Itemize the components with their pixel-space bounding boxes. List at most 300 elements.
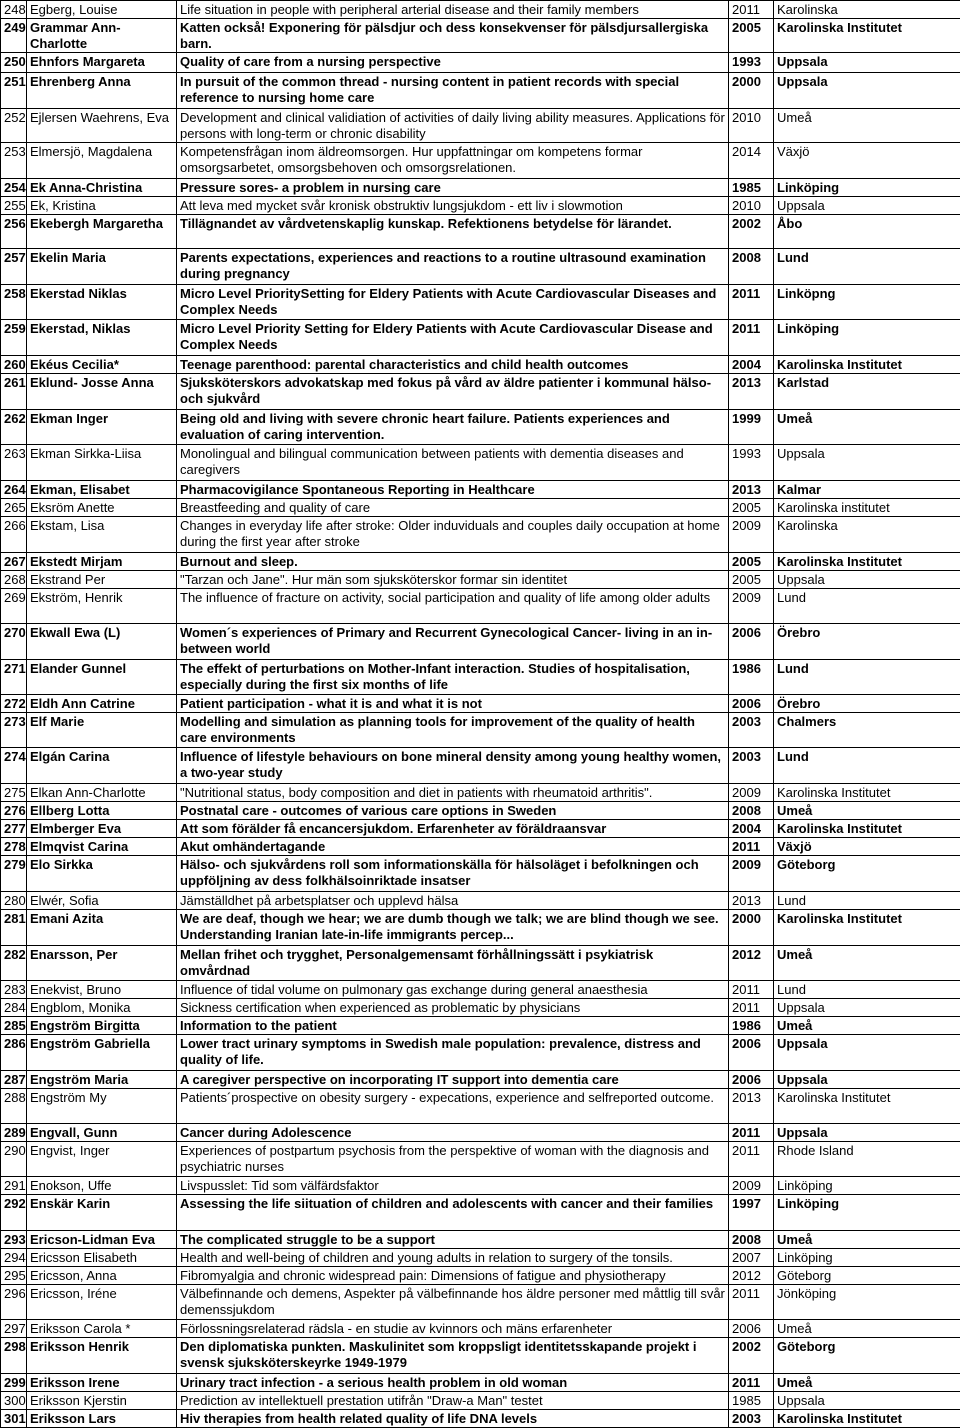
cell-title: Urinary tract infection - a serious health problem in old woman	[177, 1374, 729, 1392]
cell-university: Växjö	[774, 143, 960, 179]
cell-year: 2005	[729, 571, 774, 589]
cell-title: Pharmacovigilance Spontaneous Reporting in Healthcare	[177, 481, 729, 499]
table-row	[1, 1035, 960, 1071]
cell-number: 269	[1, 589, 27, 624]
cell-year: 2008	[729, 1231, 774, 1249]
cell-year: 2012	[729, 946, 774, 981]
cell-title: Influence of lifestyle behaviours on bone mineral density among young healthy women, a two-year study	[177, 748, 729, 784]
cell-university: Örebro	[774, 695, 960, 713]
table-row	[1, 499, 960, 517]
cell-year: 2006	[729, 1320, 774, 1338]
cell-author: Ekstrand Per	[27, 571, 177, 589]
cell-university: Karlstad	[774, 374, 960, 410]
cell-university: Uppsala	[774, 1071, 960, 1089]
cell-university: Uppsala	[774, 445, 960, 481]
cell-author: Ekéus Cecilia*	[27, 356, 177, 374]
cell-year: 2011	[729, 1285, 774, 1320]
table-row	[1, 589, 960, 624]
cell-year: 2003	[729, 748, 774, 784]
table-row	[1, 1392, 960, 1410]
cell-number: 258	[1, 285, 27, 320]
cell-title: Parents expectations, experiences and reactions to a routine ultrasound examination during pregnancy	[177, 249, 729, 285]
cell-year: 2011	[729, 1, 774, 19]
cell-university: Karolinska Institutet	[774, 820, 960, 838]
table-row	[1, 19, 960, 53]
table-row	[1, 1195, 960, 1231]
cell-university: Rhode Island	[774, 1142, 960, 1177]
cell-number: 298	[1, 1338, 27, 1374]
cell-university: Göteborg	[774, 1338, 960, 1374]
cell-number: 287	[1, 1071, 27, 1089]
cell-author: Ericsson, Anna	[27, 1267, 177, 1285]
cell-year: 2006	[729, 1071, 774, 1089]
cell-year: 2011	[729, 320, 774, 356]
table-body	[1, 1, 960, 1428]
cell-author: Ekebergh Margaretha	[27, 215, 177, 249]
table-row	[1, 481, 960, 499]
cell-title: We are deaf, though we hear; we are dumb though we talk; we are blind though we see. Understanding Iranian late-in-life immigrants percep...	[177, 910, 729, 946]
table-row	[1, 1285, 960, 1320]
cell-year: 2009	[729, 856, 774, 892]
cell-title: Hiv therapies from health related quality of life DNA levels	[177, 1410, 729, 1428]
cell-university: Karolinska Institutet	[774, 553, 960, 571]
cell-university: Jönköping	[774, 1285, 960, 1320]
cell-university: Åbo	[774, 215, 960, 249]
cell-author: Engblom, Monika	[27, 999, 177, 1017]
table-row	[1, 784, 960, 802]
table-row	[1, 999, 960, 1017]
cell-number: 272	[1, 695, 27, 713]
table-row	[1, 695, 960, 713]
cell-number: 276	[1, 802, 27, 820]
table-row	[1, 249, 960, 285]
cell-title: Att leva med mycket svår kronisk obstruktiv lungsjukdom - ett liv i slowmotion	[177, 197, 729, 215]
table-row	[1, 1320, 960, 1338]
cell-title: Patients´prospective on obesity surgery - expecations, experience and selfreported outcome.	[177, 1089, 729, 1124]
cell-author: Eksröm Anette	[27, 499, 177, 517]
table-row	[1, 713, 960, 748]
cell-author: Ehrenberg Anna	[27, 73, 177, 109]
cell-number: 280	[1, 892, 27, 910]
cell-title: Burnout and sleep.	[177, 553, 729, 571]
cell-year: 2013	[729, 374, 774, 410]
table-row	[1, 53, 960, 73]
cell-year: 1985	[729, 179, 774, 197]
cell-university: Karolinska	[774, 1, 960, 19]
cell-author: Eriksson Kjerstin	[27, 1392, 177, 1410]
cell-title: Life situation in people with peripheral arterial disease and their family members	[177, 1, 729, 19]
cell-university: Uppsala	[774, 73, 960, 109]
cell-number: 291	[1, 1177, 27, 1195]
cell-university: Lund	[774, 589, 960, 624]
cell-number: 279	[1, 856, 27, 892]
cell-number: 290	[1, 1142, 27, 1177]
table-row	[1, 517, 960, 553]
table-row	[1, 838, 960, 856]
cell-number: 266	[1, 517, 27, 553]
cell-title: Health and well-being of children and young adults in relation to surgery of the tonsils.	[177, 1249, 729, 1267]
cell-number: 263	[1, 445, 27, 481]
cell-year: 2006	[729, 1035, 774, 1071]
cell-year: 2011	[729, 838, 774, 856]
table-row	[1, 553, 960, 571]
cell-author: Ericsson, Iréne	[27, 1285, 177, 1320]
cell-year: 2005	[729, 499, 774, 517]
cell-university: Uppsala	[774, 1035, 960, 1071]
cell-number: 257	[1, 249, 27, 285]
cell-university: Lund	[774, 981, 960, 999]
cell-title: Modelling and simulation as planning tools for improvement of the quality of health care environments	[177, 713, 729, 748]
table-row	[1, 73, 960, 109]
cell-number: 289	[1, 1124, 27, 1142]
table-row	[1, 1267, 960, 1285]
cell-number: 274	[1, 748, 27, 784]
cell-university: Karolinska Institutet	[774, 1089, 960, 1124]
cell-year: 2000	[729, 73, 774, 109]
cell-author: Ekman Sirkka-Liisa	[27, 445, 177, 481]
cell-author: Eriksson Henrik	[27, 1338, 177, 1374]
cell-number: 267	[1, 553, 27, 571]
table-row	[1, 1249, 960, 1267]
table-row	[1, 1142, 960, 1177]
table-row	[1, 320, 960, 356]
cell-university: Lund	[774, 892, 960, 910]
cell-author: Ekman Inger	[27, 410, 177, 445]
table-row	[1, 1177, 960, 1195]
cell-university: Karolinska institutet	[774, 499, 960, 517]
cell-year: 2009	[729, 589, 774, 624]
cell-year: 2012	[729, 1267, 774, 1285]
table-row	[1, 445, 960, 481]
table-row	[1, 374, 960, 410]
cell-title: Breastfeeding and quality of care	[177, 499, 729, 517]
cell-author: Grammar Ann-Charlotte	[27, 19, 177, 53]
cell-university: Karolinska	[774, 517, 960, 553]
cell-number: 260	[1, 356, 27, 374]
cell-author: Elander Gunnel	[27, 660, 177, 695]
cell-author: Elmersjö, Magdalena	[27, 143, 177, 179]
cell-number: 250	[1, 53, 27, 73]
cell-number: 252	[1, 109, 27, 143]
table-row	[1, 1374, 960, 1392]
table-row	[1, 197, 960, 215]
cell-university: Lund	[774, 748, 960, 784]
table-row	[1, 981, 960, 999]
cell-year: 2004	[729, 356, 774, 374]
cell-title: Kompetensfrågan inom äldreomsorgen. Hur uppfattningar om kompetens formar omsorgsarbetet, omsorgsbehoven och omsorgsrelationen.	[177, 143, 729, 179]
cell-year: 2006	[729, 695, 774, 713]
cell-number: 288	[1, 1089, 27, 1124]
cell-author: Ekström, Henrik	[27, 589, 177, 624]
cell-author: Engström Birgitta	[27, 1017, 177, 1035]
cell-title: The influence of fracture on activity, social participation and quality of life among older adults	[177, 589, 729, 624]
cell-number: 254	[1, 179, 27, 197]
cell-number: 281	[1, 910, 27, 946]
cell-year: 2011	[729, 1142, 774, 1177]
cell-author: Eklund- Josse Anna	[27, 374, 177, 410]
cell-university: Linköping	[774, 1195, 960, 1231]
table-row	[1, 660, 960, 695]
cell-university: Karolinska Institutet	[774, 910, 960, 946]
cell-year: 2009	[729, 784, 774, 802]
cell-author: Ehnfors Margareta	[27, 53, 177, 73]
cell-year: 2008	[729, 249, 774, 285]
cell-title: Patient participation - what it is and what it is not	[177, 695, 729, 713]
cell-university: Örebro	[774, 624, 960, 660]
cell-number: 297	[1, 1320, 27, 1338]
cell-university: Umeå	[774, 1231, 960, 1249]
cell-university: Uppsala	[774, 1392, 960, 1410]
cell-year: 1986	[729, 660, 774, 695]
cell-university: Umeå	[774, 1320, 960, 1338]
cell-title: Prediction av intellektuell prestation utifrån "Draw-a Man" testet	[177, 1392, 729, 1410]
cell-year: 2011	[729, 1374, 774, 1392]
cell-title: In pursuit of the common thread - nursing content in patient records with special reference to nursing home care	[177, 73, 729, 109]
cell-number: 283	[1, 981, 27, 999]
cell-university: Uppsala	[774, 197, 960, 215]
cell-university: Umeå	[774, 1017, 960, 1035]
cell-title: Cancer during Adolescence	[177, 1124, 729, 1142]
cell-university: Växjö	[774, 838, 960, 856]
cell-title: Teenage parenthood: parental characteristics and child health outcomes	[177, 356, 729, 374]
cell-author: Ericsson Elisabeth	[27, 1249, 177, 1267]
cell-university: Linköping	[774, 179, 960, 197]
cell-number: 256	[1, 215, 27, 249]
cell-author: Eriksson Irene	[27, 1374, 177, 1392]
cell-title: Development and clinical validiation of activities of daily living ability measures. Applications för persons with long-term or chronic disability	[177, 109, 729, 143]
cell-author: Engvall, Gunn	[27, 1124, 177, 1142]
cell-year: 1999	[729, 410, 774, 445]
cell-number: 284	[1, 999, 27, 1017]
cell-year: 2010	[729, 109, 774, 143]
cell-year: 2003	[729, 713, 774, 748]
cell-author: Ejlersen Waehrens, Eva	[27, 109, 177, 143]
cell-title: Jämställdhet på arbetsplatser och upplevd hälsa	[177, 892, 729, 910]
cell-year: 2004	[729, 820, 774, 838]
cell-title: Micro Level Priority Setting for Eldery Patients with Acute Cardiovascular Disease and Complex Needs	[177, 320, 729, 356]
cell-year: 2005	[729, 19, 774, 53]
cell-university: Karolinska Institutet	[774, 784, 960, 802]
table-row	[1, 143, 960, 179]
cell-number: 293	[1, 1231, 27, 1249]
cell-number: 261	[1, 374, 27, 410]
cell-author: Emani Azita	[27, 910, 177, 946]
cell-author: Enekvist, Bruno	[27, 981, 177, 999]
table-row	[1, 1338, 960, 1374]
cell-author: Elgán Carina	[27, 748, 177, 784]
cell-number: 264	[1, 481, 27, 499]
cell-author: Engström Gabriella	[27, 1035, 177, 1071]
table-row	[1, 109, 960, 143]
cell-number: 271	[1, 660, 27, 695]
cell-title: Information to the patient	[177, 1017, 729, 1035]
cell-author: Ekelin Maria	[27, 249, 177, 285]
cell-title: Akut omhändertagande	[177, 838, 729, 856]
cell-author: Enarsson, Per	[27, 946, 177, 981]
table-row	[1, 946, 960, 981]
cell-author: Elwér, Sofia	[27, 892, 177, 910]
cell-number: 301	[1, 1410, 27, 1428]
cell-number: 255	[1, 197, 27, 215]
cell-number: 282	[1, 946, 27, 981]
cell-university: Umeå	[774, 946, 960, 981]
cell-number: 294	[1, 1249, 27, 1267]
cell-author: Ekstedt Mirjam	[27, 553, 177, 571]
cell-year: 2000	[729, 910, 774, 946]
cell-university: Uppsala	[774, 571, 960, 589]
cell-year: 2009	[729, 517, 774, 553]
cell-title: Förlossningsrelaterad rädsla - en studie av kvinnors och mäns erfarenheter	[177, 1320, 729, 1338]
cell-number: 275	[1, 784, 27, 802]
cell-title: Experiences of postpartum psychosis from the perspektive of woman with the diagnosis and psychiatric nurses	[177, 1142, 729, 1177]
cell-author: Ellberg Lotta	[27, 802, 177, 820]
cell-author: Engvist, Inger	[27, 1142, 177, 1177]
cell-title: Den diplomatiska punkten. Maskulinitet som kroppsligt identitetsskapande projekt i svensk sjuksköterskeyrke 1949-1979	[177, 1338, 729, 1374]
cell-year: 1993	[729, 53, 774, 73]
table-row	[1, 1071, 960, 1089]
cell-university: Karolinska Institutet	[774, 19, 960, 53]
cell-year: 2008	[729, 802, 774, 820]
cell-title: Livspusslet: Tid som välfärdsfaktor	[177, 1177, 729, 1195]
cell-university: Göteborg	[774, 1267, 960, 1285]
cell-title: Being old and living with severe chronic heart failure. Patients experiences and evaluation of caring intervention.	[177, 410, 729, 445]
cell-title: Sjuksköterskors advokatskap med fokus på vård av äldre patienter i kommunal hälso- och sjukvård	[177, 374, 729, 410]
table-row	[1, 410, 960, 445]
cell-title: Monolingual and bilingual communication between patients with dementia diseases and caregivers	[177, 445, 729, 481]
cell-author: Engström Maria	[27, 1071, 177, 1089]
cell-author: Ekman, Elisabet	[27, 481, 177, 499]
cell-year: 2011	[729, 1124, 774, 1142]
table-row	[1, 179, 960, 197]
cell-title: Katten också! Exponering för pälsdjur och dess konsekvenser för pälsdjursallergiska barn.	[177, 19, 729, 53]
cell-year: 1986	[729, 1017, 774, 1035]
cell-year: 2005	[729, 553, 774, 571]
table-row	[1, 892, 960, 910]
cell-author: Elkan Ann-Charlotte	[27, 784, 177, 802]
cell-university: Umeå	[774, 410, 960, 445]
table-row	[1, 1, 960, 19]
cell-title: A caregiver perspective on incorporating IT support into dementia care	[177, 1071, 729, 1089]
cell-title: The effekt of perturbations on Mother-Infant interaction. Studies of hospitalisation, especially during the first six months of life	[177, 660, 729, 695]
cell-title: The complicated struggle to be a support	[177, 1231, 729, 1249]
cell-university: Karolinska Institutet	[774, 356, 960, 374]
cell-number: 286	[1, 1035, 27, 1071]
table-row	[1, 820, 960, 838]
cell-university: Göteborg	[774, 856, 960, 892]
cell-title: "Tarzan och Jane". Hur män som sjuksköterskor formar sin identitet	[177, 571, 729, 589]
cell-year: 2006	[729, 624, 774, 660]
table-row	[1, 624, 960, 660]
cell-year: 2013	[729, 1089, 774, 1124]
cell-author: Ekerstad Niklas	[27, 285, 177, 320]
table-row	[1, 1410, 960, 1428]
cell-university: Uppsala	[774, 999, 960, 1017]
cell-year: 2014	[729, 143, 774, 179]
cell-year: 2002	[729, 215, 774, 249]
cell-university: Umeå	[774, 109, 960, 143]
cell-year: 2007	[729, 1249, 774, 1267]
cell-number: 270	[1, 624, 27, 660]
table-row	[1, 856, 960, 892]
table-row	[1, 356, 960, 374]
cell-university: Chalmers	[774, 713, 960, 748]
cell-title: Micro Level PrioritySetting for Eldery Patients with Acute Cardiovascular Diseases and Complex Needs	[177, 285, 729, 320]
cell-author: Enokson, Uffe	[27, 1177, 177, 1195]
cell-university: Uppsala	[774, 53, 960, 73]
cell-author: Egberg, Louise	[27, 1, 177, 19]
cell-university: Linköping	[774, 320, 960, 356]
cell-author: Eriksson Carola *	[27, 1320, 177, 1338]
cell-number: 300	[1, 1392, 27, 1410]
table-row	[1, 215, 960, 249]
cell-author: Ek, Kristina	[27, 197, 177, 215]
cell-author: Ek Anna-Christina	[27, 179, 177, 197]
cell-author: Elmqvist Carina	[27, 838, 177, 856]
cell-number: 248	[1, 1, 27, 19]
cell-year: 2011	[729, 285, 774, 320]
cell-year: 1997	[729, 1195, 774, 1231]
cell-number: 299	[1, 1374, 27, 1392]
cell-university: Umeå	[774, 802, 960, 820]
cell-title: Quality of care from a nursing perspective	[177, 53, 729, 73]
cell-university: Uppsala	[774, 1124, 960, 1142]
cell-university: Umeå	[774, 1374, 960, 1392]
cell-title: Assessing the life siituation of children and adolescents with cancer and their families	[177, 1195, 729, 1231]
cell-university: Kalmar	[774, 481, 960, 499]
cell-number: 268	[1, 571, 27, 589]
table-row	[1, 1017, 960, 1035]
cell-university: Linköping	[774, 1249, 960, 1267]
cell-number: 292	[1, 1195, 27, 1231]
cell-title: Postnatal care - outcomes of various care options in Sweden	[177, 802, 729, 820]
cell-author: Eriksson Lars	[27, 1410, 177, 1428]
cell-year: 1985	[729, 1392, 774, 1410]
cell-title: Att som förälder få encancersjukdom. Erfarenheter av föräldraansvar	[177, 820, 729, 838]
cell-year: 2009	[729, 1177, 774, 1195]
cell-title: Mellan frihet och trygghet, Personalgemensamt förhållningssätt i psykiatrisk omvårdnad	[177, 946, 729, 981]
table-row	[1, 285, 960, 320]
cell-author: Elmberger Eva	[27, 820, 177, 838]
cell-year: 2011	[729, 999, 774, 1017]
cell-university: Karolinska Institutet	[774, 1410, 960, 1428]
cell-title: Tillägnandet av vårdvetenskaplig kunskap. Refektionens betydelse för lärandet.	[177, 215, 729, 249]
cell-author: Ekstam, Lisa	[27, 517, 177, 553]
cell-university: Lund	[774, 660, 960, 695]
cell-title: Pressure sores- a problem in nursing care	[177, 179, 729, 197]
cell-number: 273	[1, 713, 27, 748]
table-row	[1, 802, 960, 820]
cell-title: "Nutritional status, body composition and diet in patients with rheumatoid arthritis".	[177, 784, 729, 802]
cell-title: Influence of tidal volume on pulmonary gas exchange during general anaesthesia	[177, 981, 729, 999]
cell-number: 251	[1, 73, 27, 109]
cell-number: 253	[1, 143, 27, 179]
cell-author: Eldh Ann Catrine	[27, 695, 177, 713]
cell-number: 295	[1, 1267, 27, 1285]
cell-title: Women´s experiences of Primary and Recurrent Gynecological Cancer- living in an in-between world	[177, 624, 729, 660]
cell-author: Ericson-Lidman Eva	[27, 1231, 177, 1249]
table-row	[1, 571, 960, 589]
cell-title: Fibromyalgia and chronic widespread pain: Dimensions of fatigue and physiotherapy	[177, 1267, 729, 1285]
cell-number: 262	[1, 410, 27, 445]
cell-year: 2013	[729, 892, 774, 910]
cell-title: Hälso- och sjukvårdens roll som informationskälla för hälsoläget i befolkningen och uppföljning av dess folkhälsoinriktade insatser	[177, 856, 729, 892]
cell-author: Ekwall Ewa (L)	[27, 624, 177, 660]
cell-number: 285	[1, 1017, 27, 1035]
cell-year: 2013	[729, 481, 774, 499]
cell-author: Elf Marie	[27, 713, 177, 748]
cell-year: 2010	[729, 197, 774, 215]
cell-year: 2002	[729, 1338, 774, 1374]
